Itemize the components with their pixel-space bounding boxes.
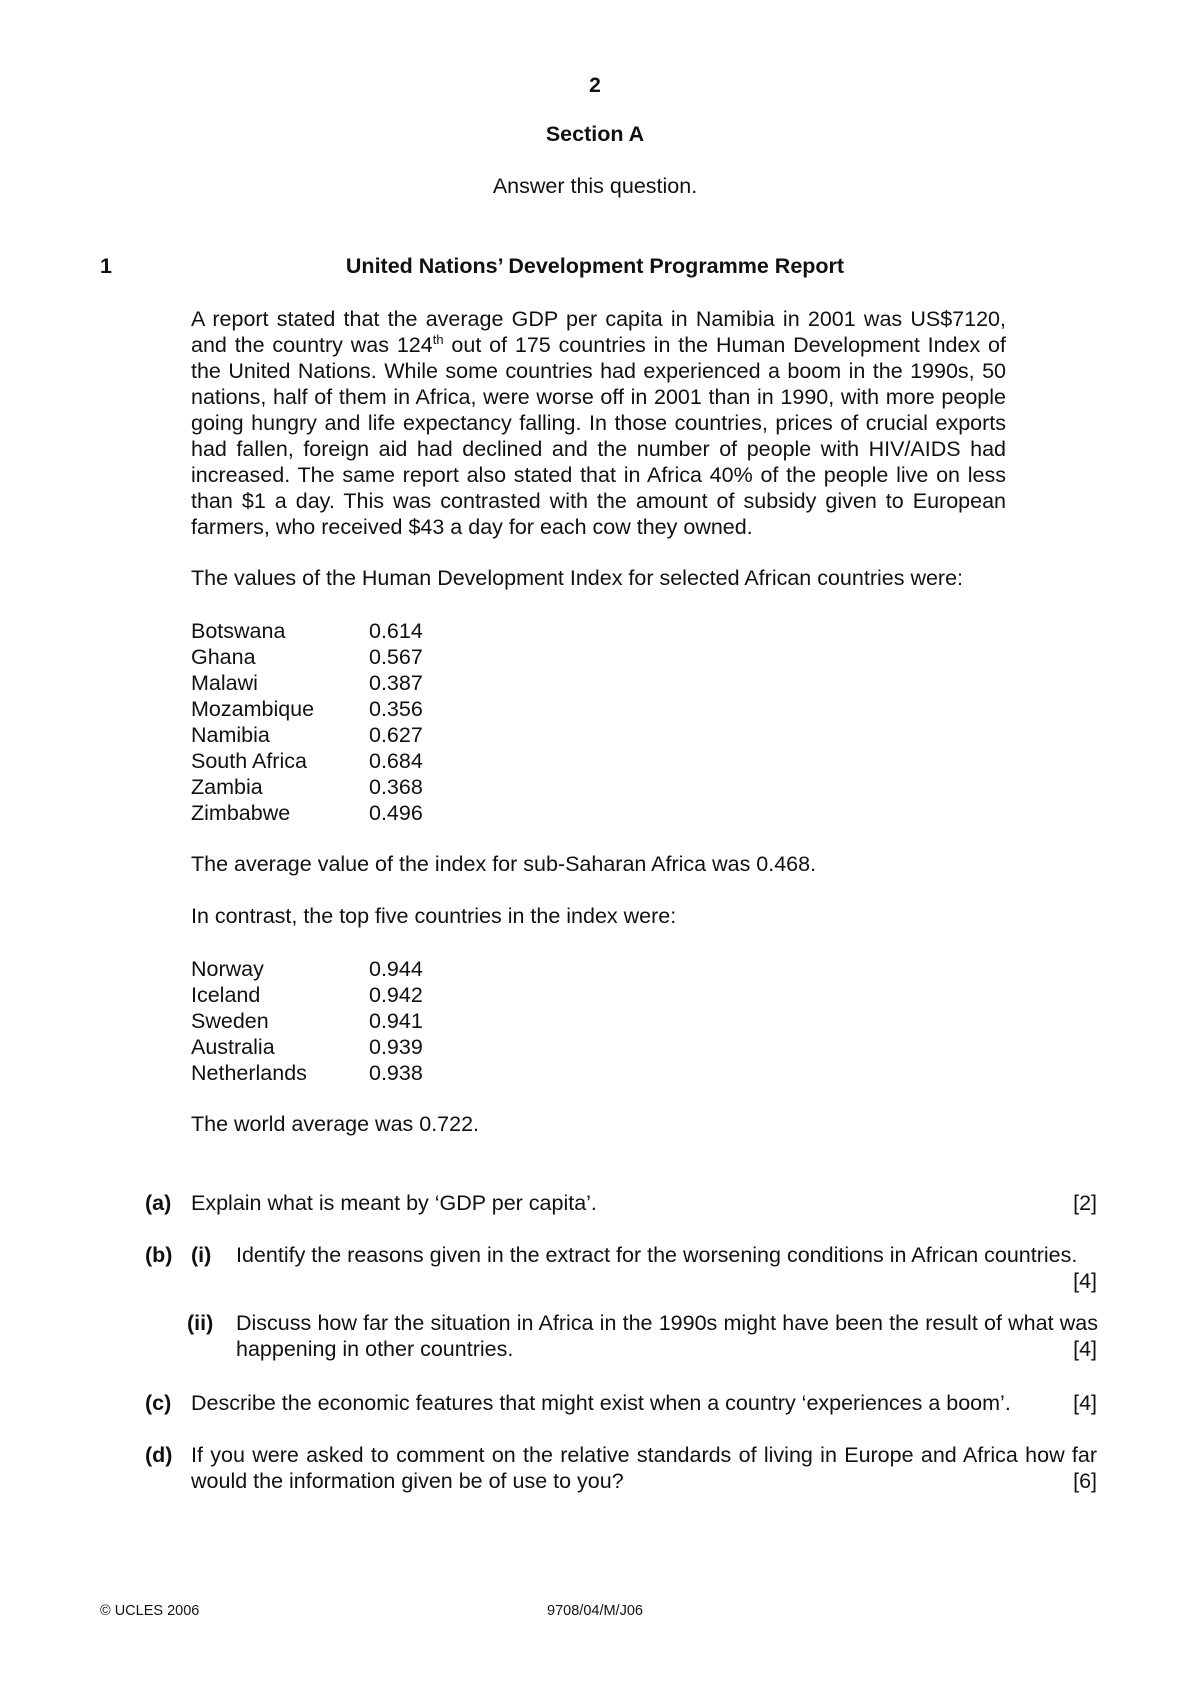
part-label: (c) (145, 1391, 172, 1415)
hdi-value: 0.387 (369, 671, 423, 695)
part-c (145, 1390, 1097, 1416)
country-name: Zimbabwe (191, 801, 291, 825)
table-row (191, 696, 423, 722)
country-name: Australia (191, 1035, 275, 1059)
mark-allocation: [6] (1073, 1469, 1097, 1493)
intro-paragraph (191, 306, 1006, 540)
country-name: Namibia (191, 723, 270, 747)
table-row (191, 722, 423, 748)
intro-text-part1: A report stated that the average GDP per capita in Namibia in 2001 was US$7120, and the country was 124 (191, 307, 1006, 357)
subsaharan-average: The average value of the index for sub-Saharan Africa was 0.468. (191, 852, 817, 876)
ordinal-suffix: th (432, 331, 444, 347)
table-row (191, 956, 423, 982)
hdi-value: 0.939 (369, 1035, 423, 1059)
mark-allocation: [4] (1073, 1337, 1097, 1361)
hdi-value: 0.942 (369, 983, 423, 1007)
country-name: Iceland (191, 983, 261, 1007)
table-row (191, 748, 423, 774)
hdi-value: 0.368 (369, 775, 423, 799)
country-name: Netherlands (191, 1061, 307, 1085)
hdi-value: 0.356 (369, 697, 423, 721)
part-text: Identify the reasons given in the extract for the worsening conditions in African countries. (236, 1243, 1078, 1267)
country-name: Mozambique (191, 697, 315, 721)
hdi-value: 0.944 (369, 957, 423, 981)
part-text: Describe the economic features that might exist when a country ‘experiences a boom’. (191, 1391, 1011, 1415)
table-row (191, 1060, 423, 1086)
mark-allocation: [4] (1073, 1391, 1097, 1415)
part-text: Discuss how far the situation in Africa in the 1990s might have been the result of what was happening in other countries. (236, 1311, 1098, 1361)
african-hdi-table (191, 618, 423, 826)
hdi-value: 0.684 (369, 749, 423, 773)
part-text: If you were asked to comment on the relative standards of living in Europe and Africa how far would the information given be of use to you? (191, 1443, 1097, 1493)
mark-allocation: [4] (1073, 1269, 1097, 1293)
part-label: (d) (145, 1443, 173, 1467)
part-label: (b) (145, 1243, 173, 1267)
section-title: Section A (545, 122, 645, 146)
instruction-text: Answer this question. (492, 174, 698, 198)
part-b-ii (145, 1310, 1097, 1362)
hdi-value: 0.941 (369, 1009, 423, 1033)
part-d (145, 1442, 1097, 1494)
african-intro: The values of the Human Development Index for selected African countries were: (191, 566, 964, 590)
top-hdi-table (191, 956, 423, 1086)
country-name: Norway (191, 957, 264, 981)
question-number: 1 (100, 254, 112, 278)
country-name: South Africa (191, 749, 307, 773)
intro-text-part2: out of 175 countries in the Human Development Index of the United Nations. While some countries had experienced a boom in the 1990s, 50 nations, half of them in Africa, were worse off in 2001 than in 1990, with more people going hungry and life expectancy falling. In those countries, prices of crucial exports had fallen, foreign aid had declined and the number of people with HIV/AIDS had increased. The same report also stated that in Africa 40% of the people live on less than $1 a day. This was contrasted with the amount of subsidy given to European farmers, who received $43 a day for each cow they owned. (191, 333, 1006, 539)
table-row (191, 982, 423, 1008)
hdi-value: 0.627 (369, 723, 423, 747)
country-name: Malawi (191, 671, 258, 695)
hdi-value: 0.614 (369, 619, 423, 643)
footer-paper-code: 9708/04/M/J06 (547, 1603, 643, 1619)
table-row (191, 800, 423, 826)
subpart-label: (ii) (187, 1311, 214, 1335)
table-row (191, 670, 423, 696)
top-intro: In contrast, the top five countries in the index were: (191, 904, 677, 928)
part-label: (a) (145, 1191, 172, 1215)
question-title: United Nations’ Development Programme Report (345, 254, 845, 278)
country-name: Sweden (191, 1009, 269, 1033)
table-row (191, 1034, 423, 1060)
table-row (191, 618, 423, 644)
subpart-label: (i) (191, 1243, 212, 1267)
part-a (145, 1190, 1097, 1216)
hdi-value: 0.496 (369, 801, 423, 825)
hdi-value: 0.567 (369, 645, 423, 669)
page-number: 2 (589, 74, 601, 97)
part-b-i (145, 1242, 1097, 1294)
part-text: Explain what is meant by ‘GDP per capita’. (191, 1191, 597, 1215)
world-average: The world average was 0.722. (191, 1112, 480, 1136)
footer-copyright: © UCLES 2006 (100, 1603, 200, 1619)
country-name: Ghana (191, 645, 256, 669)
table-row (191, 644, 423, 670)
table-row (191, 1008, 423, 1034)
country-name: Botswana (191, 619, 286, 643)
hdi-value: 0.938 (369, 1061, 423, 1085)
country-name: Zambia (191, 775, 263, 799)
mark-allocation: [2] (1073, 1191, 1097, 1215)
table-row (191, 774, 423, 800)
